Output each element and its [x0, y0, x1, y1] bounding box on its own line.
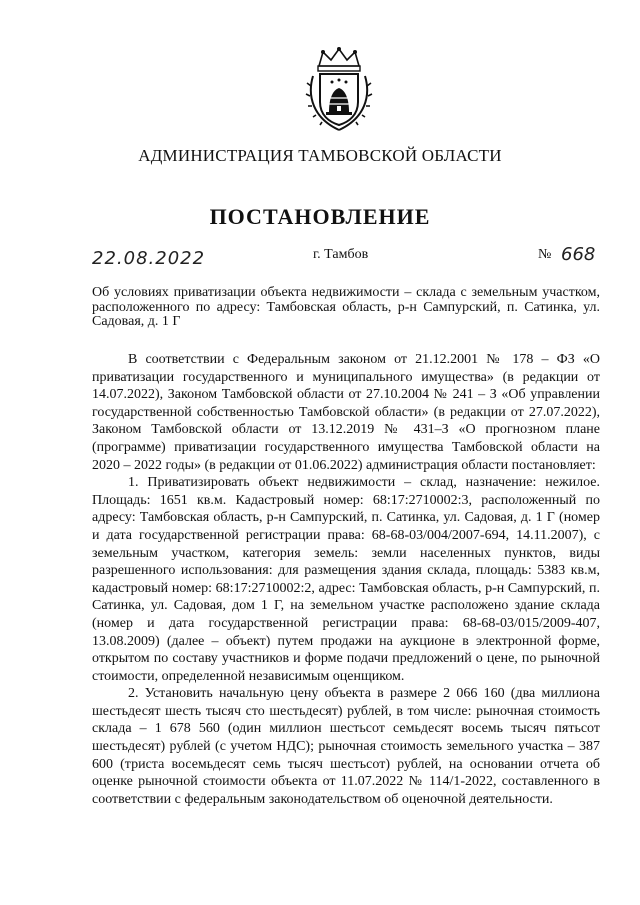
document-date: 22.08.2022 — [92, 248, 206, 269]
preamble-paragraph: В соответствии с Федеральным законом от 21.12.2001 № 178 – ФЗ «О приватизации государственного и муниципального имущества» (в редакции от 14.07.2022), Законом Тамбовской области от 27.10.2004 № 241 – З «Об управлении государственной собственностью Тамбовской области» (в редакции от 27.07.2022), Законом Тамбовской области от 13.12.2019 № 431–З «О прогнозном плане (программе) приватизации государственного имущества Тамбовской области на 2020 – 2022 годы» (в редакции от 01.06.2022) администрация области постановляет: — [92, 352, 600, 473]
document-city: г. Тамбов — [313, 247, 369, 262]
item-1-paragraph: 1. Приватизировать объект недвижимости – склад, назначение: нежилое. Площадь: 1651 кв.м. Кадастровый номер: 68:17:2710002:3, расположенный по адресу: Тамбовская область, р-н Сампурский, п. Сатинка, ул. Садовая, д. 1 Г (номер и дата государственной регистрации права: 68-68-03/004/2007-694, 14.11.2007), с земельным участком, категория земель: земли населенных пунктов, виды разрешенного использования: для размещения здания склада, площадь: 5383 кв.м, кадастровый номер: 68:17:2710002:2, адрес: Тамбовская область, р-н Сампурский, п. Сатинка, ул. Садовая, дом 1 Г, на земельном участке расположено здание склада (номер и дата государственной регистрации права: 68-68-03/015/2009-407, 13.08.2009) (далее – объект) путем продажи на аукционе в электронной форме, открытом по составу участников и форме подачи предложений о цене, по рыночной стоимости, определенной независимым оценщиком. — [92, 475, 600, 684]
item-2-paragraph: 2. Установить начальную цену объекта в размере 2 066 160 (два миллиона шестьдесят шесть тысяч сто шестьдесят) рублей, в том числе: рыночная стоимость склада – 1 678 560 (один миллион шестьсот семьдесят восемь тысяч пятьсот шестьдесят) рублей (с учетом НДС); рыночная стоимость земельного участка – 387 600 (триста восемьдесят семь тысяч шестьсот) рублей, на основании отчета об оценке рыночной стоимости объекта от 11.07.2022 № 114/1-2022, составленного в соответствии с федеральным законодательством об оценочной деятельности. — [92, 686, 600, 807]
tambov-coat-of-arms-icon — [305, 46, 373, 134]
document-number: 668 — [561, 244, 596, 265]
document-type-title: ПОСТАНОВЛЕНИЕ — [209, 204, 431, 229]
number-sign: № — [538, 247, 552, 262]
document-body — [92, 351, 600, 808]
document-subject: Об условиях приватизации объекта недвижимости – склада с земельным участком, расположенного по адресу: Тамбовская область, р-н Сампурский, п. Сатинка, ул. Садовая, д. 1 Г — [92, 285, 600, 329]
organization-name: АДМИНИСТРАЦИЯ ТАМБОВСКОЙ ОБЛАСТИ — [138, 146, 502, 165]
